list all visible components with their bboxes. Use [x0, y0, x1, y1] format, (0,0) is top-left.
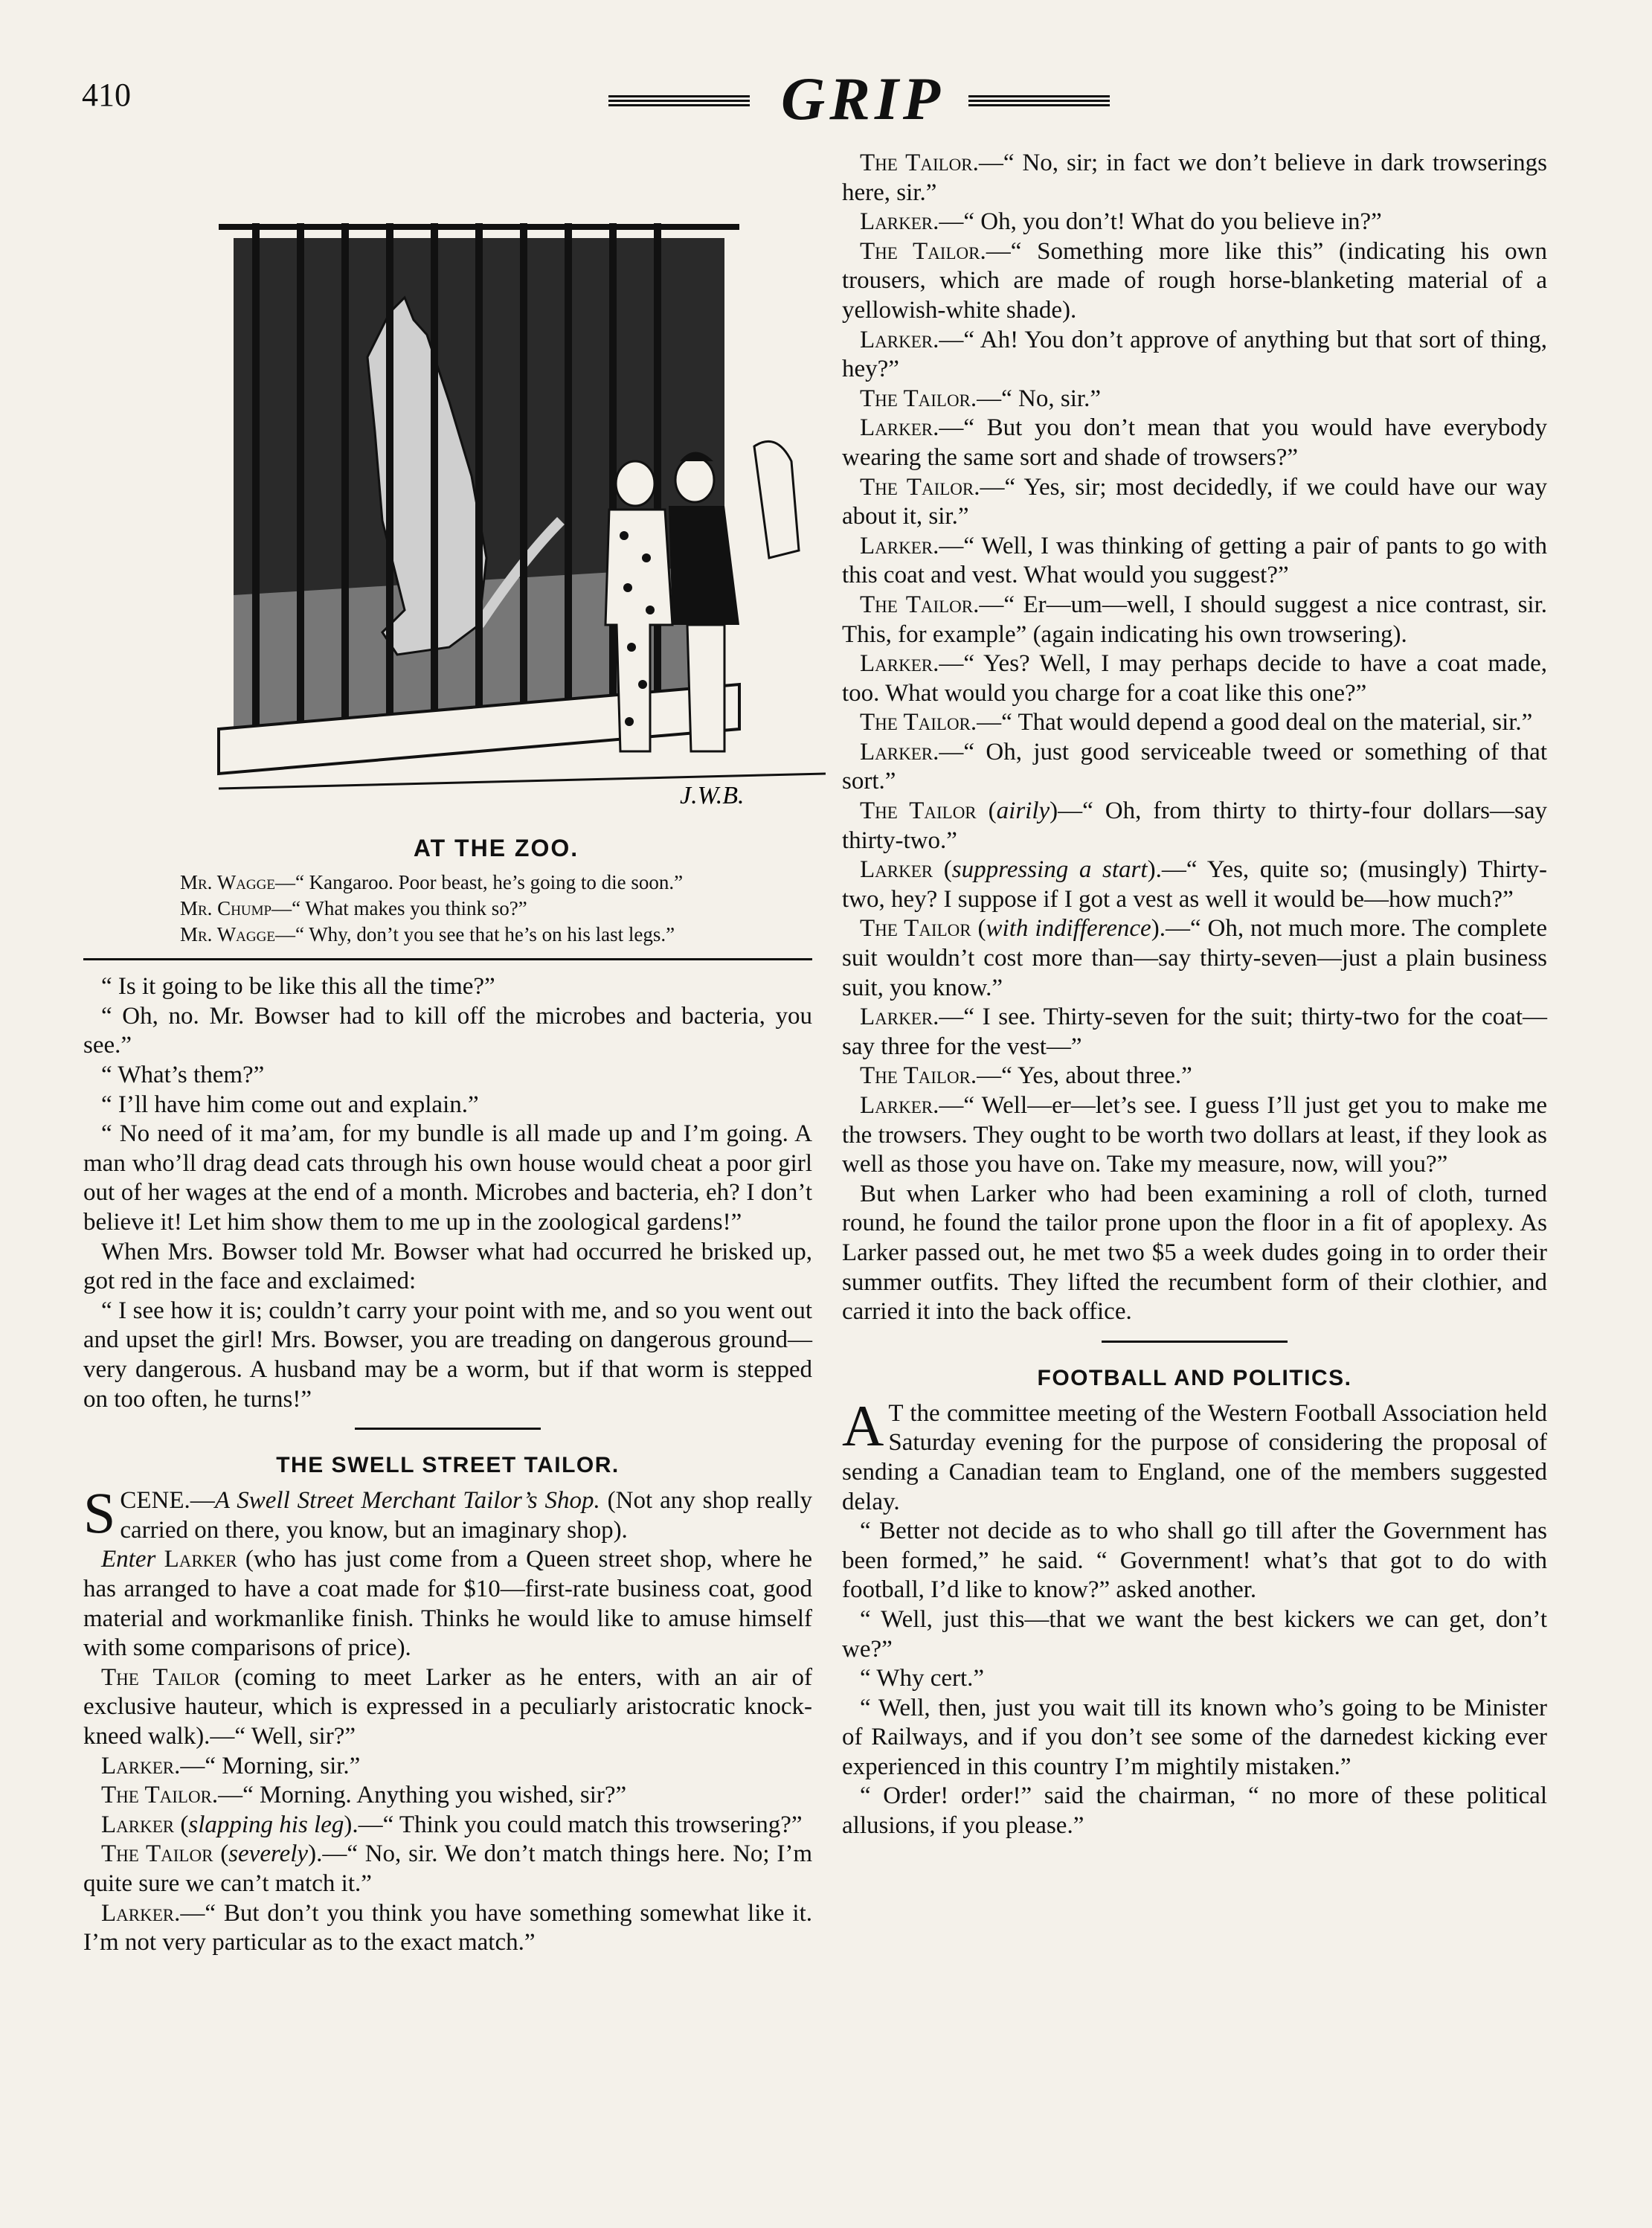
illustration-caption: [180, 870, 812, 948]
dialogue-line: Larker.—“ I see. Thirty-seven for the suit; thirty-two for the coat—say three for the vest—”: [842, 1004, 1547, 1060]
dialogue-line: The Tailor (severely).—“ No, sir. We don’t match things here. No; I’m quite sure we can’t match it.”: [83, 1840, 812, 1897]
right-column: [842, 149, 1547, 1841]
dialogue-line: Larker.—“ Morning, sir.”: [101, 1752, 361, 1779]
paragraph: “ No need of it ma’am, for my bundle is all made up and I’m going. A man who’ll drag dead cats through his own house would cheat a poor girl out of her wages at the end of a month. Microbes and bacteria, eh? I don’t believe it! Let him show them to me up in the zoological gardens!”: [83, 1120, 812, 1236]
dialogue-line: The Tailor (airily)—“ Oh, from thirty to thirty-four dollars—say thirty-two.”: [842, 797, 1547, 854]
drop-cap: S: [83, 1480, 116, 1546]
masthead-ornament-left: [608, 95, 750, 112]
dialogue-line: The Tailor.—“ Morning. Anything you wished, sir?”: [101, 1782, 627, 1809]
caption-line: Mr. Chump—“ What makes you think so?”: [180, 897, 527, 920]
dialogue-line: Larker.—“ Oh, you don’t! What do you believe in?”: [860, 208, 1382, 236]
paragraph: When Mrs. Bowser told Mr. Bowser what had occurred he brisked up, got red in the face and exclaimed:: [83, 1238, 812, 1295]
caption-line: Mr. Wagge—“ Kangaroo. Poor beast, he’s going to die soon.”: [180, 871, 684, 893]
dialogue-line: The Tailor (coming to meet Larker as he enters, with an air of exclusive hauteur, which is expressed in a peculiarly aristocratic knock-kneed walk).—“ Well, sir?”: [83, 1663, 812, 1750]
masthead-ornament-right: [968, 95, 1110, 112]
dialogue-line: Larker.—“ Ah! You don’t approve of anything but that sort of thing, hey?”: [842, 326, 1547, 383]
paragraph: “ What’s them?”: [101, 1062, 265, 1089]
section-divider: [83, 958, 812, 960]
paragraph: “ Is it going to be like this all the time?”: [101, 973, 495, 1001]
page-number: 410: [82, 77, 131, 113]
paragraph: “ Well, then, just you wait till its known who’s going to be Minister of Railways, and if you don’t see some of the darnedest kicking ever experienced in this country I’m mightily mistaken.”: [842, 1694, 1547, 1780]
drop-cap: A: [842, 1393, 884, 1458]
paragraph: “ I’ll have him come out and explain.”: [101, 1091, 479, 1118]
tailor-article-part1: [83, 1452, 812, 1958]
dialogue-line: The Tailor.—“ Er—um—well, I should suggest a nice contrast, sir. This, for example” (again indicating his own trowsering).: [842, 591, 1548, 648]
illustration-title: AT THE ZOO.: [413, 835, 579, 861]
scene-paragraph: SCENE.—A Swell Street Merchant Tailor’s Shop. (Not any shop really carried on there, you know, but an imaginary shop).: [83, 1480, 812, 1546]
paragraph: “ Well, just this—that we want the best kickers we can get, don’t we?”: [842, 1605, 1547, 1663]
artist-signature: J.W.B.: [680, 782, 745, 809]
enter-paragraph: Enter Larker (who has just come from a Queen street shop, where he has arranged to have a coat made for $10—first-rate business coat, good material and workmanlike finish. Thinks he would like to amuse himself with some comparisons of price).: [83, 1546, 813, 1662]
dialogue-line: The Tailor.—“ Yes, about three.”: [860, 1062, 1192, 1090]
football-article: [842, 1365, 1547, 1841]
publication-title: GRIP: [781, 65, 945, 132]
dialogue-line: The Tailor (with indifference).—“ Oh, not much more. The complete suit wouldn’t cost more than—say thirty-seven—just a plain business suit, you know.”: [842, 915, 1547, 1001]
dialogue-line: Larker.—“ Well—er—let’s see. I guess I’ll just get you to make me the trowsers. They ought to be worth two dollars at least, if they look as well as those you have on. Take my measure, now, will you?”: [842, 1092, 1547, 1178]
article-divider: [1102, 1341, 1288, 1343]
kangaroo-cage-drawing: [204, 208, 826, 821]
tailor-article-title: THE SWELL STREET TAILOR.: [276, 1453, 620, 1478]
dialogue-line: Larker (suppressing a start).—“ Yes, quite so; (musingly) Thirty-two, hey? I suppose if I got a vest as well it would be—how much?”: [842, 856, 1548, 913]
ending-paragraph: But when Larker who had been examining a roll of cloth, turned round, he found the tailor prone upon the floor in a fit of apoplexy. As Larker passed out, he met two $5 a week dudes going in to order their summer outfits. They lifted the recumbent form of their clothier, and carried it into the back office.: [842, 1180, 1547, 1326]
dialogue-line: The Tailor.—“ That would depend a good deal on the material, sir.”: [860, 709, 1533, 736]
dialogue-line: The Tailor.—“ No, sir; in fact we don’t believe in dark trowserings here, sir.”: [842, 150, 1547, 206]
masthead: [82, 65, 1592, 135]
dialogue-line: Larker.—“ Yes? Well, I may perhaps decide to have a coat made, too. What would you charge for a coat like this one?”: [842, 650, 1547, 707]
left-column: [83, 149, 812, 1958]
bowser-story: [83, 972, 812, 1414]
caption-line: Mr. Wagge—“ Why, don’t you see that he’s on his last legs.”: [180, 923, 675, 946]
paragraph: A T the committee meeting of the Western Football Association held Saturday evening for the purpose of considering the proposal of sending a Canadian team to England, one of the members suggested delay.: [842, 1393, 1547, 1515]
dialogue-line: Larker.—“ Oh, just good serviceable tweed or something of that sort.”: [842, 738, 1547, 795]
dialogue-line: Larker.—“ But you don’t mean that you would have everybody wearing the same sort and shade of trowsers?”: [842, 414, 1547, 471]
zoo-illustration: [204, 208, 826, 821]
dialogue-line: Larker.—“ But don’t you think you have something somewhat like it. I’m not very particular as to the exact match.”: [83, 1899, 812, 1956]
dialogue-line: Larker (slapping his leg).—“ Think you could match this trowsering?”: [101, 1811, 803, 1838]
dialogue-line: Larker.—“ Well, I was thinking of getting a pair of pants to go with this coat and vest. What would you suggest?”: [842, 532, 1547, 589]
paragraph: “ Oh, no. Mr. Bowser had to kill off the microbes and bacteria, you see.”: [83, 1002, 812, 1059]
football-article-title: FOOTBALL AND POLITICS.: [1037, 1365, 1352, 1390]
paragraph: “ Better not decide as to who shall go till after the Government has been formed,” he said. “ Government! what’s that got to do with football, I’d like to know?” asked another.: [842, 1518, 1547, 1604]
paragraph: “ Why cert.”: [860, 1665, 985, 1692]
dialogue-line: The Tailor.—“ No, sir.”: [860, 385, 1101, 412]
article-divider: [355, 1428, 541, 1430]
paragraph: “ Order! order!” said the chairman, “ no more of these political allusions, if you please.”: [842, 1782, 1547, 1840]
dialogue-line: The Tailor.—“ Yes, sir; most decidedly, if we could have our way about it, sir.”: [842, 473, 1547, 530]
paragraph: “ I see how it is; couldn’t carry your point with me, and so you went out and upset the girl! Mrs. Bowser, you are treading on dangerous ground—very dangerous. A husband may be a worm, but if that worm is stepped on too often, he turns!”: [83, 1297, 812, 1413]
dialogue-line: The Tailor.—“ Something more like this” (indicating his own trousers, which are made of rough horse-blanketing material of a yellowish-white shade).: [842, 237, 1547, 324]
tailor-article-part2: [842, 149, 1547, 1327]
